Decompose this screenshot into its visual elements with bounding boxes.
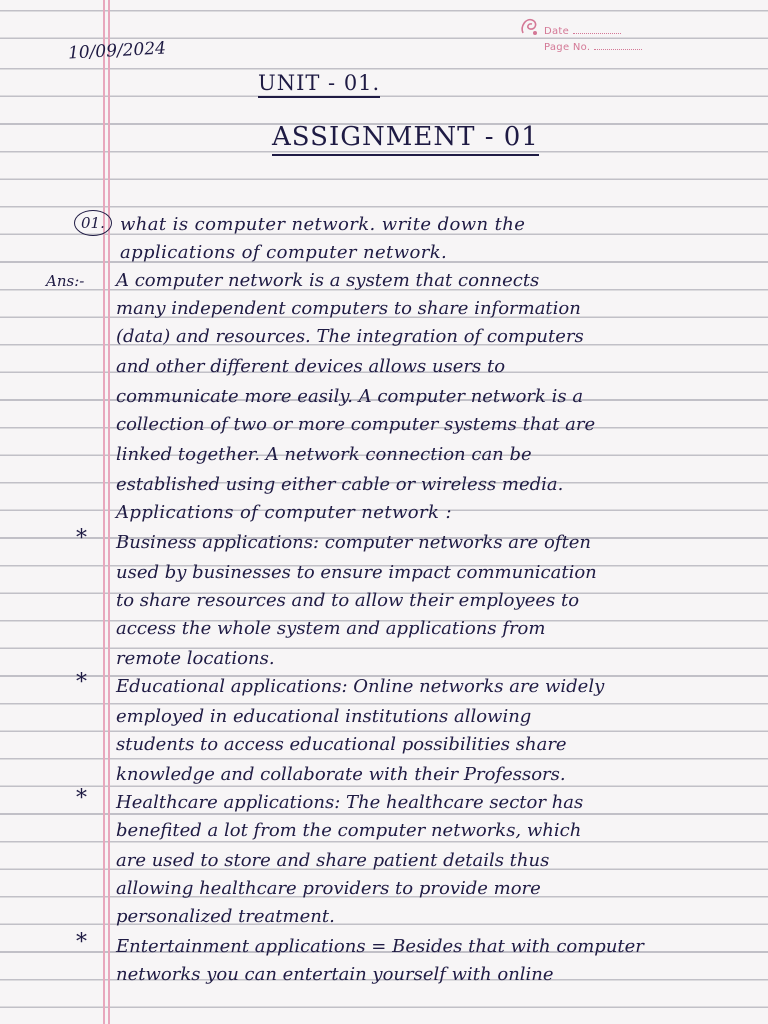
entertainment-line-2: networks you can entertain yourself with online: [116, 964, 554, 985]
answer-line-5: communicate more easily. A computer network is a: [116, 386, 584, 407]
question-line-1: what is computer network. write down the: [120, 214, 526, 235]
bullet-star-business: *: [76, 526, 87, 551]
question-number: 01.: [74, 210, 112, 236]
answer-line-1: A computer network is a system that connects: [116, 270, 540, 291]
applications-heading: Applications of computer network :: [116, 502, 452, 523]
health-line-4: allowing healthcare providers to provide more: [116, 878, 541, 899]
margin-line-outer: [103, 0, 105, 1024]
unit-title: UNIT - 01.: [258, 72, 380, 98]
stamp-date-label: Date: [544, 26, 570, 37]
answer-line-3: (data) and resources. The integration of computers: [116, 326, 584, 347]
bullet-star-entertainment: *: [76, 930, 87, 955]
answer-line-8: established using either cable or wireless media.: [116, 474, 564, 495]
assignment-title: ASSIGNMENT - 01: [272, 122, 539, 156]
business-line-2: used by businesses to ensure impact communication: [116, 562, 597, 583]
education-line-2: employed in educational institutions allowing: [116, 706, 532, 727]
bullet-star-education: *: [76, 670, 87, 695]
date-page-stamp: [518, 12, 628, 66]
health-line-1: Healthcare applications: The healthcare sector has: [116, 792, 584, 813]
stamp-page-label: Page No.: [544, 42, 591, 53]
margin-line-inner: [108, 0, 110, 1024]
business-line-4: access the whole system and applications from: [116, 618, 546, 639]
health-line-2: benefited a lot from the computer networks, which: [116, 820, 582, 841]
handwritten-date: 10/09/2024: [67, 38, 167, 64]
education-line-3: students to access educational possibilities share: [116, 734, 567, 755]
bullet-star-health: *: [76, 786, 87, 811]
education-line-4: knowledge and collaborate with their Professors.: [116, 764, 566, 785]
business-line-3: to share resources and to allow their employees to: [116, 590, 580, 611]
answer-label: Ans:-: [46, 272, 85, 290]
health-line-5: personalized treatment.: [116, 906, 335, 927]
entertainment-line-1: Entertainment applications = Besides that with computer: [116, 936, 644, 957]
health-line-3: are used to store and share patient details thus: [116, 850, 550, 871]
answer-line-4: and other different devices allows users to: [116, 356, 506, 377]
question-line-2: applications of computer network.: [120, 242, 448, 263]
notebook-logo-icon: [518, 14, 542, 38]
business-line-1: Business applications: computer networks are often: [116, 532, 591, 553]
answer-line-6: collection of two or more computer systems that are: [116, 414, 596, 435]
answer-line-7: linked together. A network connection can be: [116, 444, 532, 465]
answer-line-2: many independent computers to share information: [116, 298, 581, 319]
business-line-5: remote locations.: [116, 648, 275, 669]
education-line-1: Educational applications: Online networks are widely: [116, 676, 605, 697]
